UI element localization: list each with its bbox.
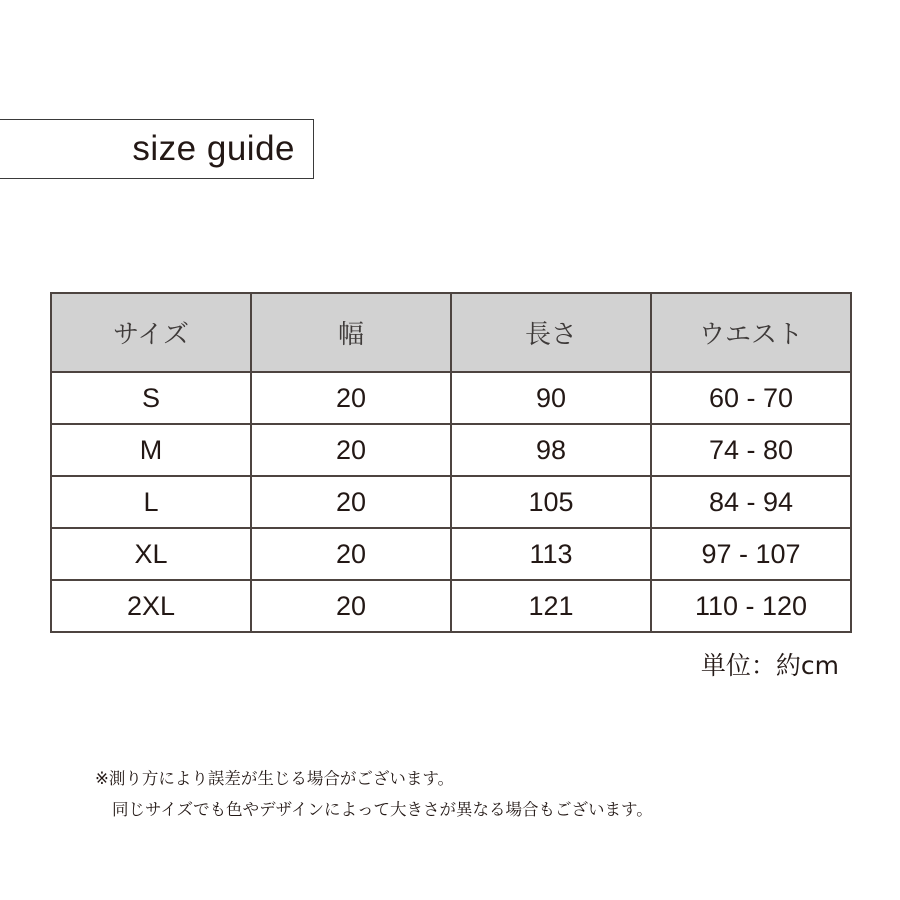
cell-waist: 110 - 120 (651, 580, 851, 632)
table-row (51, 580, 851, 632)
page-title: size guide (132, 129, 295, 168)
cell-waist: 60 - 70 (651, 372, 851, 424)
cell-length: 105 (451, 476, 651, 528)
table-row (51, 476, 851, 528)
cell-length: 90 (451, 372, 651, 424)
cell-width: 20 (251, 476, 451, 528)
cell-size: L (51, 476, 251, 528)
size-table (50, 292, 852, 633)
header-waist: ウエスト (651, 293, 851, 372)
cell-width: 20 (251, 372, 451, 424)
cell-length: 121 (451, 580, 651, 632)
cell-size: S (51, 372, 251, 424)
cell-length: 98 (451, 424, 651, 476)
table-row (51, 424, 851, 476)
cell-width: 20 (251, 580, 451, 632)
variation-note: 同じサイズでも色やデザインによって大きさが異なる場合もございます。 (112, 800, 653, 819)
size-guide-title-box (0, 119, 314, 179)
table-row (51, 528, 851, 580)
cell-size: XL (51, 528, 251, 580)
cell-waist: 84 - 94 (651, 476, 851, 528)
measurement-note: ※測り方により誤差が生じる場合がございます。 (95, 769, 455, 788)
unit-note: 単位：約cm (700, 651, 839, 680)
cell-waist: 97 - 107 (651, 528, 851, 580)
header-length: 長さ (451, 293, 651, 372)
cell-width: 20 (251, 424, 451, 476)
cell-width: 20 (251, 528, 451, 580)
table-header-row (51, 293, 851, 372)
header-size: サイズ (51, 293, 251, 372)
cell-waist: 74 - 80 (651, 424, 851, 476)
header-width: 幅 (251, 293, 451, 372)
cell-size: M (51, 424, 251, 476)
table-row (51, 372, 851, 424)
cell-size: 2XL (51, 580, 251, 632)
cell-length: 113 (451, 528, 651, 580)
